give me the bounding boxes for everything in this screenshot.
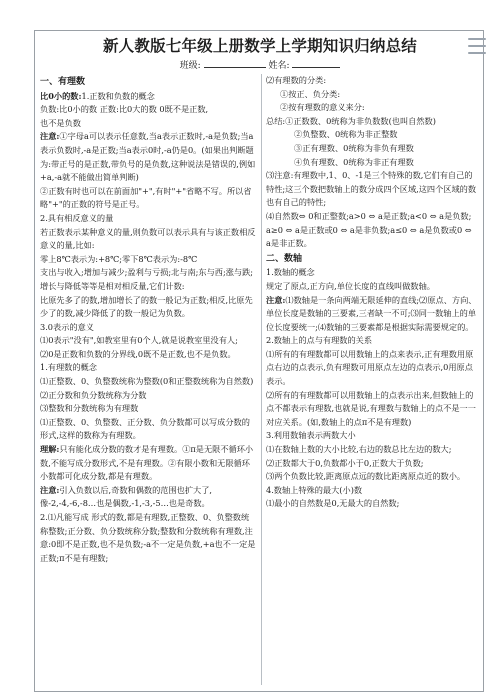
- text-line: [266, 389, 478, 430]
- class-name-line: [40, 58, 480, 71]
- text-line: [266, 443, 478, 457]
- line-text: 总结:①正数数、0统称为非负数数(也叫自然数): [266, 115, 436, 126]
- right-column: [266, 74, 478, 685]
- line-text: ①字母a可以表示任意数,当a表示正数时,-a是负数;当a表示负数时,-a是正数;当a表示0时,-a仍是0。(如果出判断题为:带正号的是正数,带负号的是负数,这种说法是错误的,例如+a,-a就不能做出简单判断): [40, 131, 256, 183]
- text-line: [266, 74, 478, 88]
- text-line: [266, 280, 478, 294]
- lead-term: 比0小的数:: [40, 90, 82, 101]
- lead-term: 注意:: [266, 294, 286, 305]
- line-text: ⑶两个负数比较,距离原点远的数比距离原点近的数小。: [266, 471, 466, 482]
- text-line: [266, 348, 478, 389]
- line-text: 1.数轴的概念: [266, 267, 315, 278]
- line-text: ⑴数轴是一条向两端无限延伸的直线;⑵原点、方向、单位长度是数轴的三要素,三者缺一不可;⑶同一数轴上的单位长度要统一;⑷数轴的三要素都是根据实际需要规定的。: [266, 294, 477, 332]
- line-text: ⑵正分数和负分数统称为分数: [40, 389, 147, 400]
- line-text: ⑴在数轴上数的大小比较,右边的数总比左边的数大;: [266, 444, 452, 455]
- line-text: 也不是负数: [40, 117, 81, 128]
- line-text: 零上8℃表示为:+8℃;零下8℃表示为:-8℃: [40, 253, 198, 264]
- text-line: [266, 334, 478, 348]
- line-text: 2.⑴凡能写成 形式的数,都是有理数,正整数、0、负整数统称整数;正分数、负分数统称分数;整数和分数统称有理数,注意:0即不是正数,也不是负数;-a不一定是负数,+a也不一定是正数;π不是有理数;: [40, 512, 256, 563]
- page-title: 新人教版七年级上册数学上学期知识归纳总结: [102, 37, 417, 55]
- text-line: [40, 76, 256, 90]
- name-blank: [292, 58, 340, 68]
- text-line: [40, 389, 256, 403]
- line-text: ⑴所有的有理数都可以用数轴上的点来表示,正有理数用原点右边的点表示,负有理数可用原点左边的点表示,0用原点表示。: [266, 348, 474, 387]
- text-line: [40, 443, 256, 484]
- text-line: [266, 142, 478, 156]
- text-line: [40, 212, 256, 226]
- text-line: [266, 128, 478, 142]
- text-line: [40, 334, 256, 348]
- line-text: 规定了原点,正方向,单位长度的直线叫做数轴。: [266, 280, 435, 291]
- line-text: ⑶注意:有理数中,1、0、-1是三个特殊的数,它们有自己的特性;这三个数把数轴上的数分成四个区域,这四个区域的数也有自己的特性;: [266, 170, 477, 208]
- text-line: [40, 90, 256, 104]
- text-line: [266, 101, 478, 115]
- line-text: 只有能化成分数的数才是有理数。①π是无限不循环小数,不能写成分数形式,不是有理数。②有限小数和无限循环小数都可化成分数,都是有理数。: [40, 444, 254, 482]
- line-text: 一、有理数: [40, 77, 86, 87]
- line-text: ⑷自然数⇔ 0和正整数;a>0 ⇔ a是正数;a<0 ⇔ a是负数;: [266, 210, 472, 221]
- line-text: 二、数轴: [266, 253, 303, 264]
- text-line: [266, 497, 478, 511]
- text-line: [266, 156, 478, 170]
- line-text: 2.数轴上的点与有理数的关系: [266, 335, 373, 346]
- class-label: 班级:: [179, 61, 201, 71]
- text-line: [40, 266, 256, 293]
- text-line: [266, 470, 478, 484]
- line-text: ⑵0是正数和负数的分界线,0既不是正数,也不是负数。: [40, 348, 236, 359]
- text-line: [40, 117, 256, 131]
- text-line: [266, 429, 478, 443]
- text-line: [40, 361, 256, 375]
- text-line: [40, 511, 256, 565]
- text-line: [40, 294, 256, 321]
- line-text: ⑵有理数的分类:: [266, 75, 327, 85]
- text-line: [40, 226, 256, 253]
- line-text: 负数:比0小的数 正数:比0大的数 0既不是正数,: [40, 104, 209, 115]
- line-text: 若正数表示某种意义的量,则负数可以表示具有与该正数相反意义的量,比如:: [40, 226, 256, 251]
- left-column: [40, 74, 256, 685]
- line-text: ③正有理数、0统称为非负有理数: [294, 142, 414, 153]
- lead-term: 注意:: [40, 131, 60, 142]
- text-line: [40, 253, 256, 267]
- line-text: 1.有理数的概念: [40, 362, 97, 373]
- line-text: 3.0表示的意义: [40, 321, 94, 332]
- text-line: [266, 169, 478, 210]
- line-text: ④负有理数、0统称为非正有理数: [294, 156, 414, 167]
- line-text: 2.具有相反意义的量: [40, 212, 114, 223]
- lead-term: 理解:: [40, 444, 60, 455]
- line-text: ②按有理数的意义来分:: [280, 102, 365, 113]
- text-line: [40, 402, 256, 416]
- text-line: [40, 321, 256, 335]
- text-line: [266, 88, 478, 102]
- text-line: [266, 253, 478, 267]
- text-line: [266, 484, 478, 498]
- menu-icon[interactable]: [468, 38, 486, 59]
- text-line: [40, 348, 256, 362]
- text-line: [266, 224, 478, 251]
- line-text: a≥0 ⇔ a是正数或0 ⇔ a是非负数;a≤0 ⇔ a是负数或0 ⇔ a是非正数。: [266, 224, 472, 249]
- line-text: ⑴最小的自然数是0,无最大的自然数;: [266, 498, 400, 509]
- column-divider: [261, 74, 262, 685]
- text-line: [40, 484, 256, 511]
- text-line: [40, 375, 256, 389]
- lead-term: 注意:: [40, 484, 60, 495]
- text-line: [40, 103, 256, 117]
- text-line: [266, 115, 478, 129]
- line-text: ⑵正数都大于0,负数都小于0,正数大于负数;: [266, 457, 424, 468]
- name-label: 姓名:: [268, 61, 290, 71]
- line-text: 1.正数和负数的概念: [81, 90, 155, 101]
- line-text: ②负整数、0统称为非正整数: [294, 129, 398, 140]
- line-text: 引入负数以后,奇数和偶数的范围也扩大了,像-2,-4,-6,-8…也是偶数,-1,-3,-5…也是奇数。: [40, 484, 212, 509]
- line-text: ⑴正整数、0、负整数、正分数、负分数都可以写成分数的形式,这样的数称为有理数。: [40, 416, 250, 441]
- line-text: ⑵所有的有理数都可以用数轴上的点表示出来,但数轴上的点不都表示有理数,也就是说,有理数与数轴上的点不是一一对应关系。(如,数轴上的点π不是有理数): [266, 389, 476, 427]
- line-text: ⑴0表示"没有",如教室里有0个人,就是说教室里没有人;: [40, 335, 238, 346]
- text-line: [266, 457, 478, 471]
- text-line: [266, 294, 478, 335]
- line-text: ②正数有时也可以在前面加"+",有时"+"省略不写。所以省略"+"的正数的符号是正号。: [40, 185, 252, 210]
- text-line: [40, 185, 256, 212]
- line-text: 3.利用数轴表示两数大小: [266, 430, 356, 441]
- line-text: ⑴正整数、0、负整数统称为整数(0和正整数统称为自然数): [40, 376, 254, 387]
- text-line: [266, 210, 478, 224]
- text-line: [266, 266, 478, 280]
- text-line: [40, 416, 256, 443]
- line-text: 比原先多了的数,增加增长了的数一般记为正数;相反,比原先少了的数,减少降低了的数一般记为负数。: [40, 294, 253, 319]
- line-text: 支出与收入;增加与减少;盈利与亏损;北与南;东与西;涨与跌;增长与降低等等是相对相反量,它们计数:: [40, 267, 254, 291]
- class-blank: [204, 58, 266, 68]
- line-text: ①按正、负分类:: [280, 88, 341, 99]
- text-line: [40, 130, 256, 184]
- line-text: ⑶整数和分数统称为有理数: [40, 403, 139, 414]
- line-text: 4.数轴上特殊的最大(小)数: [266, 484, 363, 495]
